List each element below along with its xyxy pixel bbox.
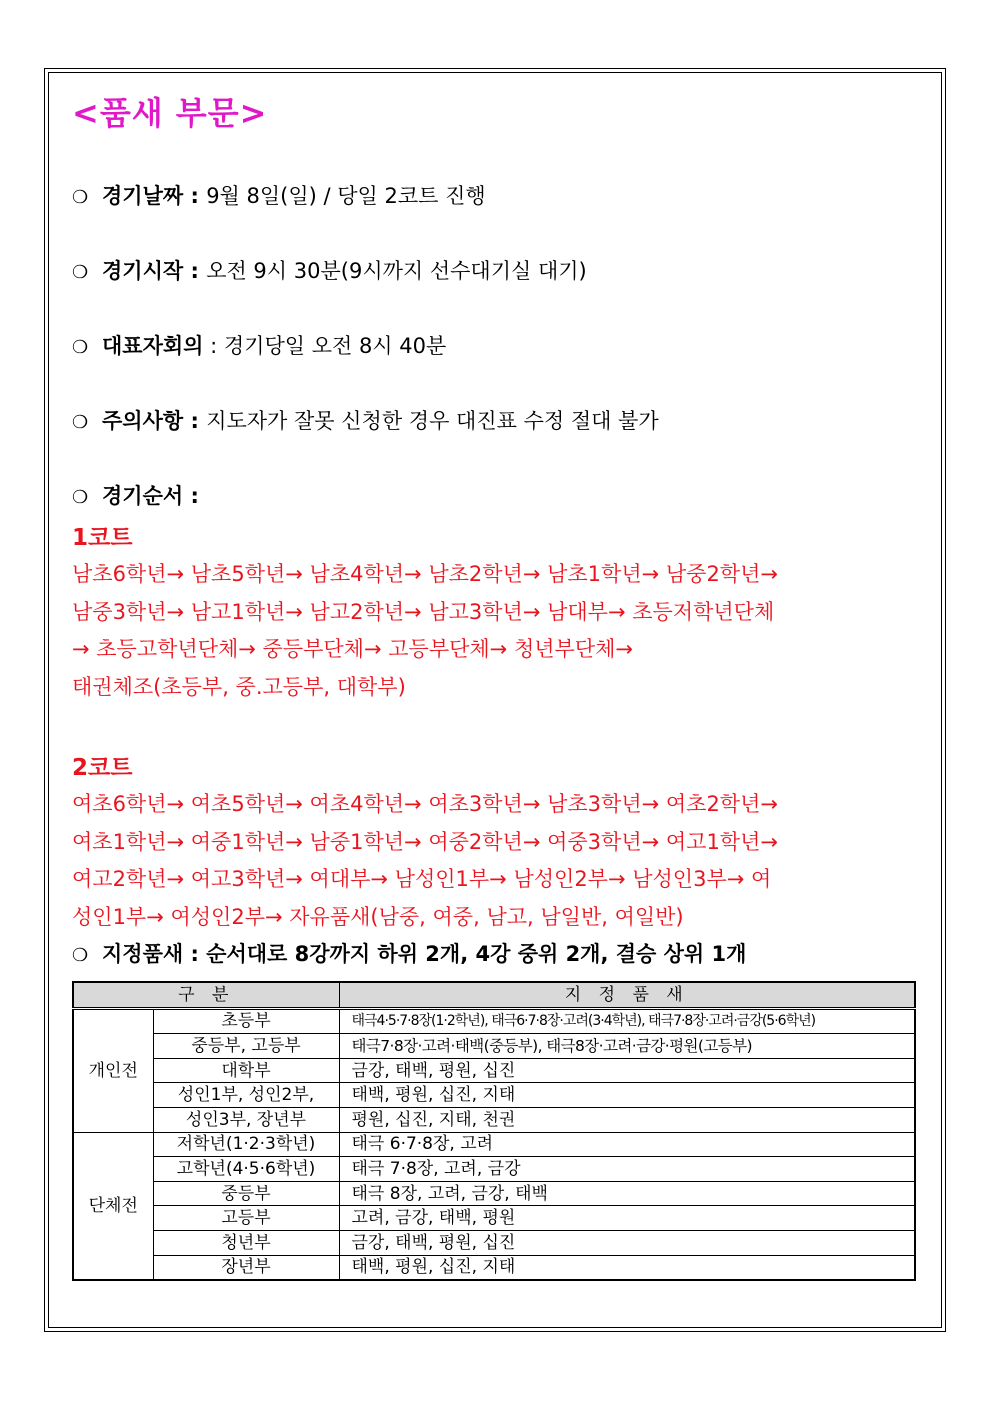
forms-cell: 태백, 평원, 십진, 지태 bbox=[339, 1083, 915, 1108]
division-cell: 중등부 bbox=[153, 1181, 339, 1206]
info-separator: : bbox=[183, 184, 207, 208]
order-line: 성인1부→ 여성인2부→ 자유품새(남중, 여중, 남고, 남일반, 여일반) bbox=[72, 904, 684, 929]
division-cell: 대학부 bbox=[153, 1058, 339, 1083]
order-line: → 초등고학년단체→ 중등부단체→ 고등부단체→ 청년부단체→ bbox=[72, 637, 633, 661]
forms-cell: 태백, 평원, 십진, 지태 bbox=[339, 1255, 915, 1280]
circle-bullet-icon: ❍ bbox=[72, 187, 89, 208]
order-line: 남초6학년→ 남초5학년→ 남초4학년→ 남초2학년→ 남초1학년→ 남중2학년→ bbox=[72, 562, 778, 586]
header-division: 구 분 bbox=[73, 982, 339, 1008]
info-separator: : bbox=[203, 334, 224, 358]
table-row bbox=[73, 1181, 915, 1206]
order-line: 여고2학년→ 여고3학년→ 여대부→ 남성인1부→ 남성인2부→ 남성인3부→ 여 bbox=[72, 867, 772, 891]
division-cell: 고등부 bbox=[153, 1206, 339, 1231]
division-cell: 청년부 bbox=[153, 1230, 339, 1255]
info-separator: : bbox=[183, 409, 207, 433]
forms-cell: 금강, 태백, 평원, 십진 bbox=[339, 1230, 915, 1255]
court-2-title: 2코트 bbox=[72, 755, 133, 781]
order-line: 여초1학년→ 여중1학년→ 남중1학년→ 여중2학년→ 여중3학년→ 여고1학년→ bbox=[72, 829, 778, 854]
court-2-order bbox=[72, 786, 927, 936]
info-label: 대표자회의 bbox=[102, 334, 204, 358]
table-row bbox=[73, 1255, 915, 1280]
header-forms: 지 정 품 새 bbox=[339, 982, 915, 1008]
order-line: 태권체조(초등부, 중.고등부, 대학부) bbox=[72, 674, 406, 699]
info-value: 오전 9시 30분(9시까지 선수대기실 대기) bbox=[206, 259, 587, 283]
info-item-date bbox=[72, 182, 486, 212]
info-label: 경기순서 bbox=[102, 484, 184, 508]
court-1-title: 1코트 bbox=[72, 525, 133, 551]
table-row bbox=[73, 1132, 915, 1157]
table-row bbox=[73, 1157, 915, 1182]
circle-bullet-icon: ❍ bbox=[72, 487, 89, 508]
circle-bullet-icon: ❍ bbox=[72, 412, 89, 433]
division-cell: 고학년(4·5·6학년) bbox=[153, 1157, 339, 1182]
circle-bullet-icon: ❍ bbox=[72, 337, 89, 358]
info-value: 경기당일 오전 8시 40분 bbox=[223, 334, 447, 358]
forms-cell: 고려, 금강, 태백, 평원 bbox=[339, 1206, 915, 1231]
section-individual: 개인전 bbox=[73, 1008, 153, 1132]
info-separator: : bbox=[183, 259, 207, 283]
table-row bbox=[73, 1206, 915, 1231]
forms-cell: 태극7·8장·고려·태백(중등부), 태극8장·고려·금강·평원(고등부) bbox=[339, 1034, 915, 1059]
division-cell: 초등부 bbox=[153, 1008, 339, 1034]
division-cell: 중등부, 고등부 bbox=[153, 1034, 339, 1059]
division-cell: 성인3부, 장년부 bbox=[153, 1107, 339, 1132]
forms-cell: 평원, 십진, 지태, 천권 bbox=[339, 1107, 915, 1132]
section-title: <품새 부문> bbox=[72, 94, 268, 132]
info-item-start bbox=[72, 257, 587, 287]
table-header-row bbox=[73, 982, 915, 1008]
forms-cell: 태극 6·7·8장, 고려 bbox=[339, 1132, 915, 1157]
table-row bbox=[73, 1230, 915, 1255]
designated-forms-table bbox=[72, 981, 916, 1281]
forms-cell: 태극 7·8장, 고려, 금강 bbox=[339, 1157, 915, 1182]
division-cell: 성인1부, 성인2부, bbox=[153, 1083, 339, 1108]
designated-forms-line bbox=[72, 940, 746, 970]
info-label: 주의사항 bbox=[102, 409, 184, 433]
info-label: 경기날짜 bbox=[102, 184, 184, 208]
forms-cell: 태극4·5·7·8장(1·2학년), 태극6·7·8장·고려(3·4학년), 태극7·8장·고려·금강(5·6학년) bbox=[339, 1008, 915, 1034]
info-item-meeting bbox=[72, 332, 446, 362]
order-line: 남중3학년→ 남고1학년→ 남고2학년→ 남고3학년→ 남대부→ 초등저학년단체 bbox=[72, 599, 775, 624]
forms-cell: 금강, 태백, 평원, 십진 bbox=[339, 1058, 915, 1083]
order-line: 여초6학년→ 여초5학년→ 여초4학년→ 여초3학년→ 남초3학년→ 여초2학년→ bbox=[72, 792, 778, 816]
circle-bullet-icon: ❍ bbox=[72, 945, 89, 966]
circle-bullet-icon: ❍ bbox=[72, 262, 89, 283]
table-row bbox=[73, 1083, 915, 1108]
info-separator: : bbox=[183, 484, 199, 508]
table-row bbox=[73, 1058, 915, 1083]
table-row bbox=[73, 1107, 915, 1132]
court-1-order bbox=[72, 556, 927, 706]
table-row bbox=[73, 1034, 915, 1059]
division-cell: 장년부 bbox=[153, 1255, 339, 1280]
division-cell: 저학년(1·2·3학년) bbox=[153, 1132, 339, 1157]
forms-cell: 태극 8장, 고려, 금강, 태백 bbox=[339, 1181, 915, 1206]
info-item-caution bbox=[72, 407, 659, 437]
info-item-order bbox=[72, 482, 199, 512]
designated-label: 지정품새 bbox=[102, 942, 184, 966]
table-row bbox=[73, 1008, 915, 1034]
section-team: 단체전 bbox=[73, 1132, 153, 1280]
info-value: 9월 8일(일) / 당일 2코트 진행 bbox=[206, 184, 486, 208]
info-value: 지도자가 잘못 신청한 경우 대진표 수정 절대 불가 bbox=[206, 409, 659, 433]
designated-text: : 순서대로 8강까지 하위 2개, 4강 중위 2개, 결승 상위 1개 bbox=[183, 942, 747, 966]
info-label: 경기시작 bbox=[102, 259, 184, 283]
